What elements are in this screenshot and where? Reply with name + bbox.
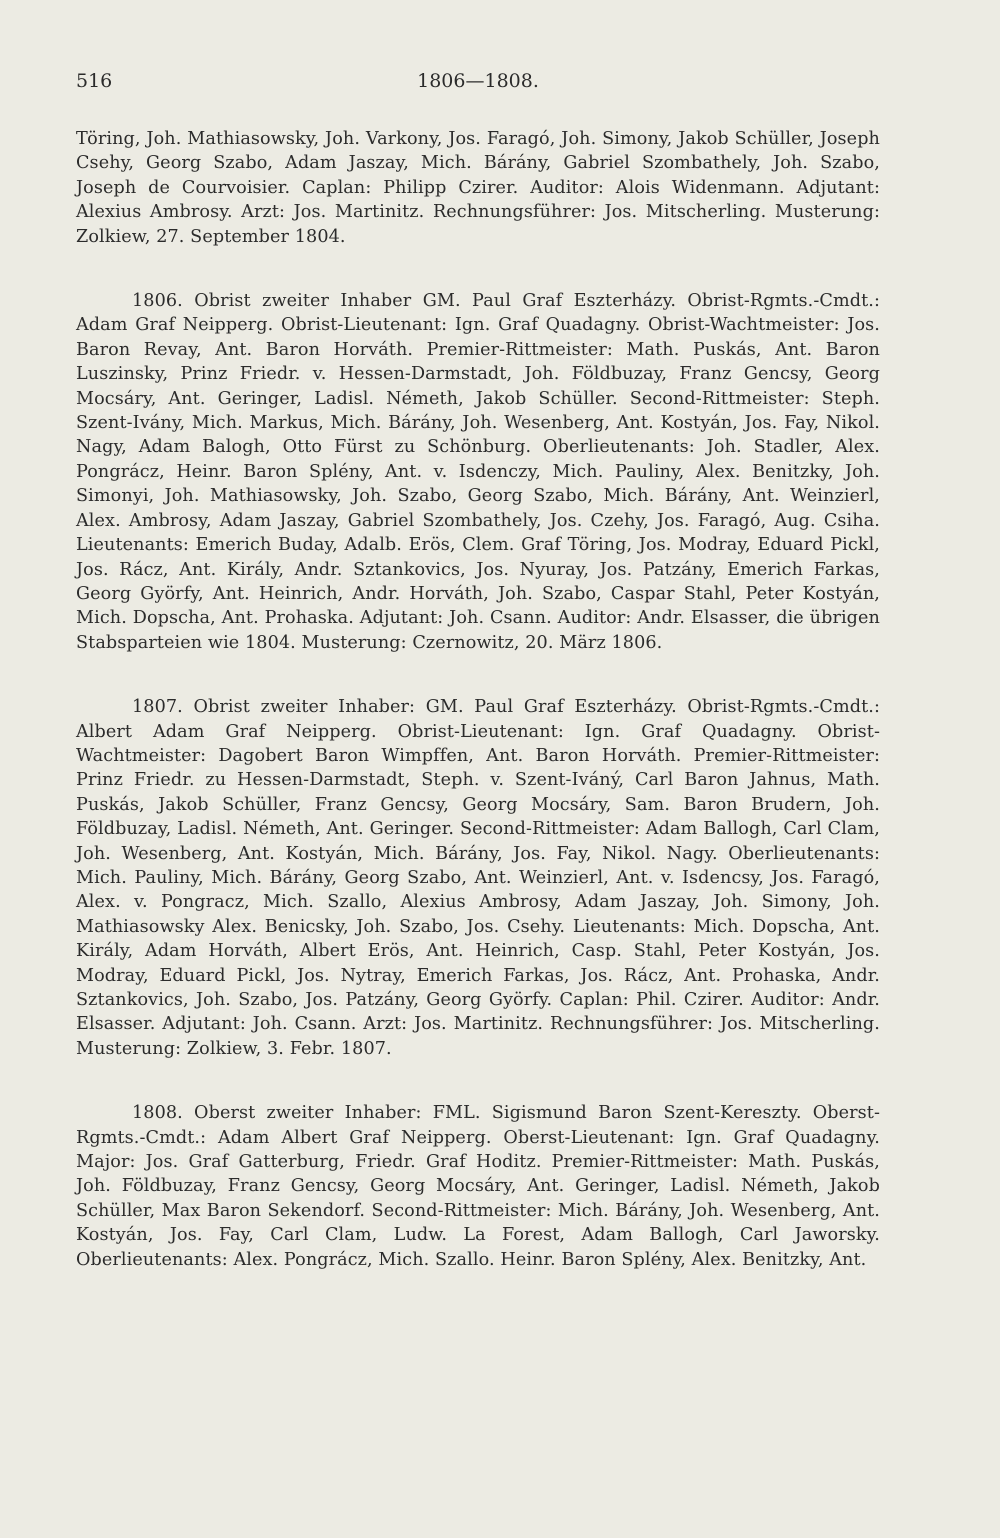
paragraph-year: 1807. [132,697,183,718]
paragraph-text: Obrist zweiter Inhaber: GM. Paul Graf Eszterházy. Obrist-Rgmts.-Cmdt.: Albert Adam Graf Neipperg. Obrist-Lieutenant: Ign. Graf Quadagny. Obrist-Wachtmeister: Dagobert Baron Wimpffen, Ant. Baron Horváth. Premier-Rittmeister: Prinz Friedr. zu Hessen-Darmstadt, Steph. v. Szent-Iváný, Carl Baron Jahnus, Math. Puskás, Jakob Schüller, Franz Gencsy, Georg Mocsáry, Sam. Baron Brudern, Joh. Földbuzay, Ladisl. Németh, Ant. Geringer. Second-Rittmeister: Adam Ballogh, Carl Clam, Joh. Wesenberg, Ant. Kostyán, Mich. Bárány, Jos. Fay, Nikol. Nagy. Oberlieutenants: Mich. Pauliny, Mich. Bárány, Georg Szabo, Ant. Weinzierl, Ant. v. Isdencsy, Jos. Faragó, Alex. v. Pongracz, Mich. Szallo, Alexius Ambrosy, Adam Jaszay, Joh. Simony, Joh. Mathiasowsky Alex. Benicsky, Joh. Szabo, Jos. Csehy. Lieutenants: Mich. Dopscha, Ant. Király, Adam Horváth, Albert Erös, Ant. Heinrich, Casp. Stahl, Peter Kostyán, Jos. Modray, Eduard Pickl, Jos. Nytray, Emerich Farkas, Jos. Rácz, Ant. Prohaska, Andr. Sztankovics, Joh. Szabo, Jos. Patzány, Georg Györfy. Caplan: Phil. Czirer. Auditor: Andr. Elsasser. Adjutant: Joh. Csann. Arzt: Jos. Martinitz. Rechnungsführer: Jos. Mitscherling. Musterung: Zolkiew, 3. Febr. 1807. [76,697,880,1059]
paragraph-text: Obrist zweiter Inhaber GM. Paul Graf Eszterházy. Obrist-Rgmts.-Cmdt.: Adam Graf Neipperg. Obrist-Lieutenant: Ign. Graf Quadagny. Obrist-Wachtmeister: Jos. Baron Revay, Ant. Baron Horváth. Premier-Rittmeister: Math. Puskás, Ant. Baron Luszinsky, Prinz Friedr. v. Hessen-Darmstadt, Joh. Földbuzay, Franz Gencsy, Georg Mocsáry, Ant. Geringer, Ladisl. Németh, Jakob Schüller. Second-Rittmeister: Steph. Szent-Ivány, Mich. Markus, Mich. Bárány, Joh. Wesenberg, Ant. Kostyán, Jos. Fay, Nikol. Nagy, Adam Balogh, Otto Fürst zu Schönburg. Oberlieutenants: Joh. Stadler, Alex. Pongrácz, Heinr. Baron Splény, Ant. v. Isdenczy, Mich. Pauliny, Alex. Benitzky, Joh. Simonyi, Joh. Mathiasowsky, Joh. Szabo, Georg Szabo, Mich. Bárány, Ant. Weinzierl, Alex. Ambrosy, Adam Jaszay, Gabriel Szombathely, Jos. Czehy, Jos. Faragó, Aug. Csiha. Lieutenants: Emerich Buday, Adalb. Erös, Clem. Graf Töring, Jos. Modray, Eduard Pickl, Jos. Rácz, Ant. Király, Andr. Sztankovics, Jos. Nyuray, Jos. Patzány, Emerich Farkas, Georg Györfy, Ant. Heinrich, Andr. Horváth, Joh. Szabo, Caspar Stahl, Peter Kostyán, Mich. Dopscha, Ant. Prohaska. Adjutant: Joh. Csann. Auditor: Andr. Elsasser, die übrigen Stabsparteien wie 1804. Musterung: Czernowitz, 20. März 1806. [76,291,880,653]
paragraph-text: Töring, Joh. Mathiasowsky, Joh. Varkony, Jos. Faragó, Joh. Simony, Jakob Schüller, Joseph Csehy, Georg Szabo, Adam Jaszay, Mich. Bárány, Gabriel Szombathely, Joh. Szabo, Joseph de Courvoisier. Caplan: Philipp Czirer. Auditor: Alois Widenmann. Adjutant: Alexius Ambrosy. Arzt: Jos. Martinitz. Rechnungsführer: Jos. Mitscherling. Musterung: Zolkiew, 27. September 1804. [76,129,880,247]
paragraph-year: 1808. [132,1103,183,1124]
page-header [76,70,880,100]
paragraph-1807 [76,695,880,1061]
paragraph-continuation [76,127,880,249]
paragraph-text: Oberst zweiter Inhaber: FML. Sigismund Baron Szent-Kereszty. Oberst-Rgmts.-Cmdt.: Adam Albert Graf Neipperg. Oberst-Lieutenant: Ign. Graf Quadagny. Major: Jos. Graf Gatterburg, Friedr. Graf Hoditz. Premier-Rittmeister: Math. Puskás, Joh. Földbuzay, Franz Gencsy, Georg Mocsáry, Ant. Geringer, Ladisl. Németh, Jakob Schüller, Max Baron Sekendorf. Second-Rittmeister: Mich. Bárány, Joh. Wesenberg, Ant. Kostyán, Jos. Fay, Carl Clam, Ludw. La Forest, Adam Ballogh, Carl Jaworsky. Oberlieutenants: Alex. Pongrácz, Mich. Szallo. Heinr. Baron Splény, Alex. Benitzky, Ant. [76,1103,880,1270]
paragraph-1808 [76,1101,880,1272]
body-text [76,127,880,1312]
page-number: 516 [76,70,113,92]
running-title: 1806—1808. [417,70,539,92]
paragraph-1806 [76,289,880,655]
paragraph-year: 1806. [132,291,183,312]
